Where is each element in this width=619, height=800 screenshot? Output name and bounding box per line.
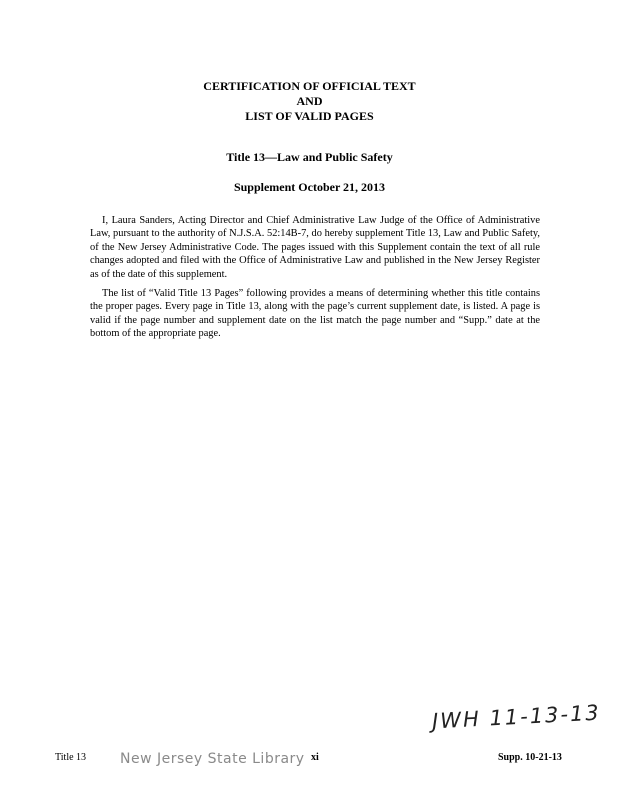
title-line: Title 13—Law and Public Safety xyxy=(226,150,393,164)
paragraph-certification: I, Laura Sanders, Acting Director and Chief Administrative Law Judge of the Office of Administrative Law, pursuant to the authority of N.J.S.A. 52:14B-7, do hereby supplement Title 13, Law and Public Safety, of the New Jersey Administrative Code. The pages issued with this Supplement contain the text of all rule changes adopted and filed with the Office of Administrative Law and published in the New Jersey Register as of the date of this supplement. xyxy=(90,215,540,280)
footer-page-number: xi xyxy=(311,752,319,763)
heading-line-1: CERTIFICATION OF OFFICIAL TEXT xyxy=(203,79,416,93)
library-stamp: New Jersey State Library xyxy=(120,751,305,767)
heading-line-2: AND xyxy=(296,94,323,108)
footer-supplement-date: Supp. 10-21-13 xyxy=(498,752,562,763)
heading-line-3: LIST OF VALID PAGES xyxy=(245,109,374,123)
supplement-date-line: Supplement October 21, 2013 xyxy=(233,180,386,194)
handwritten-initials-date: JWH 11-13-13 xyxy=(431,700,602,734)
footer-title: Title 13 xyxy=(55,752,87,763)
paragraph-valid-pages: The list of “Valid Title 13 Pages” following provides a means of determining whether this title contains the proper pages. Every page in Title 13, along with the page’s current supplement date, is listed. A page is valid if the page number and supplement date on the list match the page number and “Supp.” date at the bottom of the appropriate page. xyxy=(90,288,540,340)
certification-heading xyxy=(0,79,619,124)
body-text xyxy=(90,214,540,347)
